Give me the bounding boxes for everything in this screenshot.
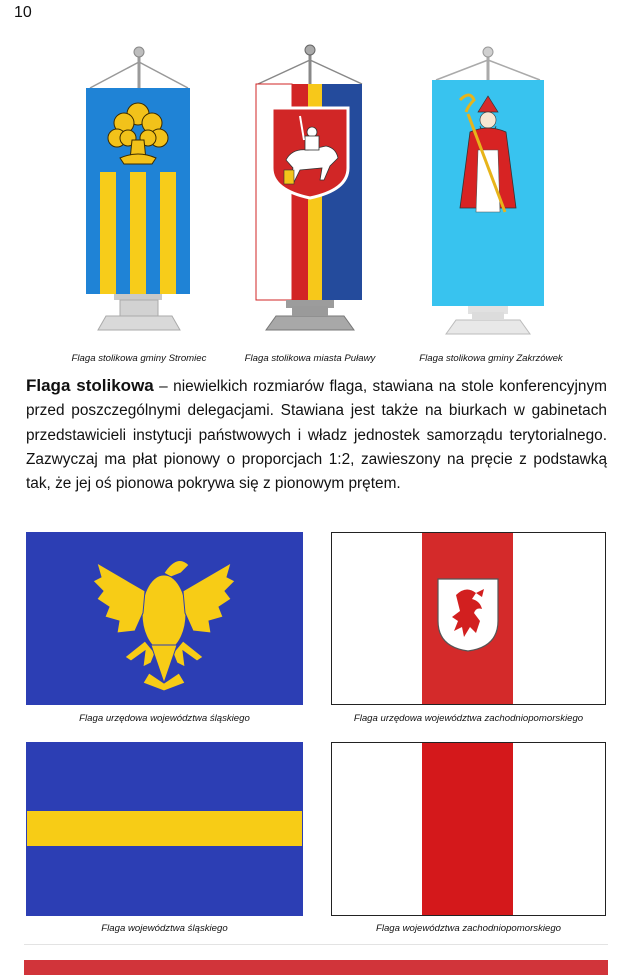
table-flag-stromiec (86, 47, 190, 330)
flag-zachodniopomorskie-official (331, 532, 606, 705)
caption-zachodniopomorskie-official: Flaga urzędowa województwa zachodniopomorskiego (353, 713, 584, 724)
caption-slaskie-official: Flaga urzędowa województwa śląskiego (79, 713, 250, 724)
flag-zachodniopomorskie (331, 742, 606, 916)
caption-slaskie: Flaga województwa śląskiego (101, 923, 228, 934)
caption-zachodniopomorskie: Flaga województwa zachodniopomorskiego (375, 923, 562, 934)
caption-stromiec: Flaga stolikowa gminy Stromiec (71, 353, 207, 364)
definition-term: Flaga stolikowa (26, 376, 154, 395)
caption-pulawy: Flaga stolikowa miasta Puławy (244, 353, 376, 364)
bottom-accent-bar (24, 960, 608, 975)
table-flag-zakrzowek (432, 47, 544, 334)
caption-zakrzowek: Flaga stolikowa gminy Zakrzówek (419, 353, 563, 364)
flag-slaskie-official (26, 532, 303, 705)
bottom-divider (24, 944, 608, 945)
griffin-coat-of-arms (436, 577, 500, 653)
table-flag-pulawy (256, 45, 362, 330)
definition-paragraph (26, 374, 607, 496)
yellow-stripe (27, 811, 302, 846)
page-number: 10 (14, 4, 32, 21)
table-flags-illustration (0, 40, 644, 352)
red-stripe (422, 743, 513, 915)
flag-slaskie (26, 742, 303, 916)
definition-text: – niewielkich rozmiarów flaga, stawiana na stole konferencyjnym przed poszczególnymi delegacjami. Stawiana jest także na biurkach w gabinetach przedstawicieli instytucji państwowych i władz jednostek samorządu terytorialnego. Zazwyczaj ma płat pionowy o proporcjach 1:2, zawieszony na pręcie z podstawką tak, że jej oś pionowa pokrywa się z pionowym prętem. (26, 378, 607, 493)
eagle-icon (27, 533, 302, 704)
